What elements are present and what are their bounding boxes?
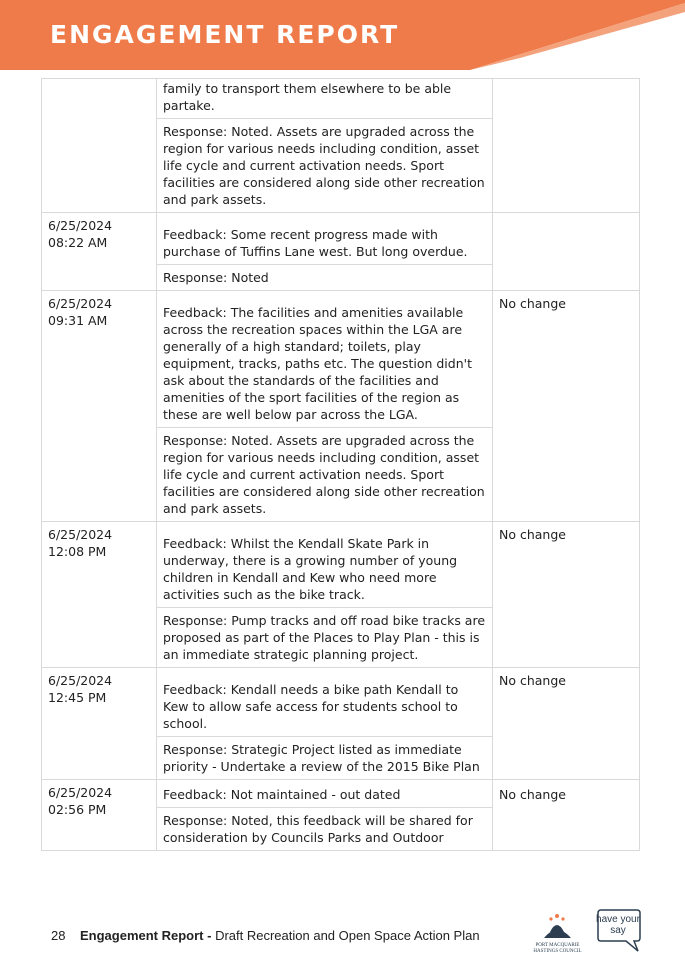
- page-title: ENGAGEMENT REPORT: [50, 20, 400, 49]
- feedback-cell: Feedback: Kendall needs a bike path Kendall to Kew to allow safe access for students school to school.: [157, 668, 493, 737]
- feedback-cell: family to transport them elsewhere to be able partake.: [157, 79, 493, 119]
- council-logo: [530, 910, 585, 965]
- footer-title: [80, 928, 480, 943]
- date-cell: 6/25/2024 09:31 AM: [42, 291, 157, 522]
- outcome-cell: No change: [493, 291, 640, 522]
- outcome-cell: No change: [493, 522, 640, 668]
- outcome-cell: No change: [493, 780, 640, 851]
- council-logo-text: PORT MACQUARIE HASTINGS COUNCIL: [533, 943, 582, 954]
- response-cell: Response: Noted. Assets are upgraded across the region for various needs including condition, asset life cycle and current activation needs. Sport facilities are considered along side other recreation and park assets.: [157, 119, 493, 213]
- feedback-cell: Feedback: Not maintained - out dated: [157, 780, 493, 808]
- footer-report-label: Engagement Report -: [80, 928, 212, 943]
- outcome-cell: [493, 79, 640, 213]
- council-logo-icon: [530, 910, 585, 944]
- page-number: 28: [51, 928, 66, 943]
- feedback-cell: Feedback: The facilities and amenities available across the recreation spaces within the LGA are generally of a high standard; toilets, play equipment, tracks, paths etc. The question didn't ask about the standards of the facilities and amenities of the sport facilities of the region as these are well below par across the LGA.: [157, 291, 493, 428]
- page-header: [0, 0, 685, 80]
- footer-document-title: Draft Recreation and Open Space Action Plan: [211, 928, 480, 943]
- page-footer: [0, 914, 685, 970]
- date-cell: [42, 79, 157, 213]
- table-row: [42, 79, 640, 119]
- date-cell: 6/25/2024 08:22 AM: [42, 213, 157, 291]
- table-row: [42, 291, 640, 428]
- date-cell: 6/25/2024 12:08 PM: [42, 522, 157, 668]
- have-your-say-text: have your say: [596, 914, 640, 936]
- table-row: [42, 213, 640, 265]
- feedback-cell: Feedback: Whilst the Kendall Skate Park in underway, there is a growing number of young children in Kendall and Kew who need more activities such as the bike track.: [157, 522, 493, 608]
- response-cell: Response: Noted: [157, 265, 493, 291]
- date-cell: 6/25/2024 02:56 PM: [42, 780, 157, 851]
- table-row: [42, 522, 640, 608]
- feedback-table: [41, 78, 640, 851]
- have-your-say-logo: [596, 908, 642, 954]
- table-row: [42, 668, 640, 737]
- response-cell: Response: Strategic Project listed as immediate priority - Undertake a review of the 2015 Bike Plan: [157, 737, 493, 780]
- date-cell: 6/25/2024 12:45 PM: [42, 668, 157, 780]
- table-row: [42, 780, 640, 808]
- feedback-cell: Feedback: Some recent progress made with purchase of Tuffins Lane west. But long overdue.: [157, 213, 493, 265]
- response-cell: Response: Pump tracks and off road bike tracks are proposed as part of the Places to Play Plan - this is an immediate strategic planning project.: [157, 608, 493, 668]
- response-cell: Response: Noted, this feedback will be shared for consideration by Councils Parks and Outdoor: [157, 808, 493, 851]
- outcome-cell: [493, 213, 640, 291]
- outcome-cell: No change: [493, 668, 640, 780]
- response-cell: Response: Noted. Assets are upgraded across the region for various needs including condition, asset life cycle and current activation needs. Sport facilities are considered along side other recreation and park assets.: [157, 428, 493, 522]
